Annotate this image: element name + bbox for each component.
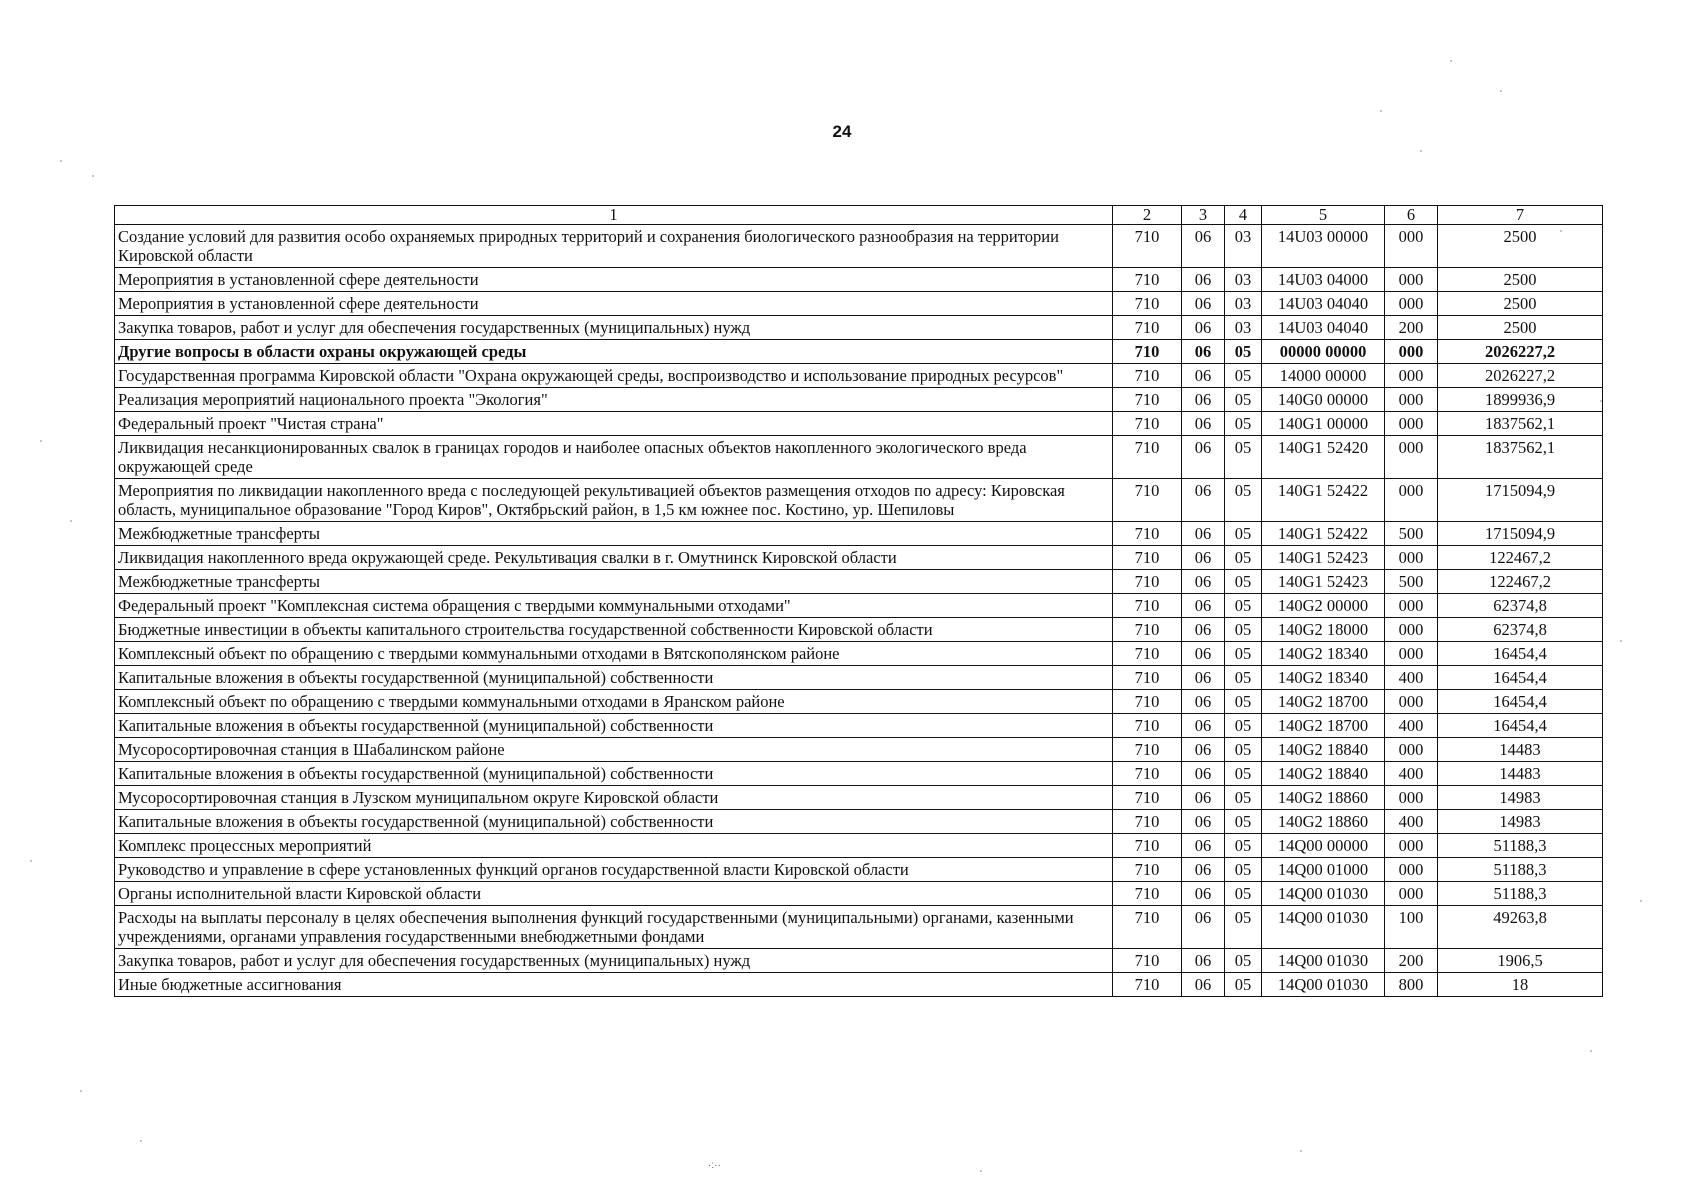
section-code: 710	[1113, 882, 1182, 906]
target-article: 14Q00 01030	[1262, 882, 1385, 906]
section-code: 710	[1113, 834, 1182, 858]
target-article: 14Q00 01030	[1262, 949, 1385, 973]
scan-speck	[1600, 400, 1602, 402]
table-row	[115, 292, 1603, 316]
row-name: Руководство и управление в сфере установленных функций органов государственной власти Кировской области	[115, 858, 1113, 882]
table-row	[115, 949, 1603, 973]
expense-type: 000	[1385, 340, 1438, 364]
target-article: 140G1 52420	[1262, 436, 1385, 479]
scan-speck	[1590, 1050, 1592, 1052]
target-article: 00000 00000	[1262, 340, 1385, 364]
target-article: 14U03 04000	[1262, 268, 1385, 292]
amount: 122467,2	[1438, 570, 1603, 594]
target-article: 140G1 52422	[1262, 479, 1385, 522]
section-code: 710	[1113, 690, 1182, 714]
chapter-code: 06	[1182, 316, 1225, 340]
scan-speck	[1450, 60, 1452, 62]
subsection-code: 05	[1225, 522, 1262, 546]
target-article: 140G2 00000	[1262, 594, 1385, 618]
section-code: 710	[1113, 973, 1182, 997]
table-row	[115, 364, 1603, 388]
amount: 16454,4	[1438, 690, 1603, 714]
target-article: 140G2 18860	[1262, 810, 1385, 834]
amount: 1906,5	[1438, 949, 1603, 973]
scan-speck	[92, 175, 94, 177]
expense-type: 000	[1385, 292, 1438, 316]
expense-type: 400	[1385, 666, 1438, 690]
row-name: Федеральный проект "Чистая страна"	[115, 412, 1113, 436]
row-name: Мероприятия в установленной сфере деятельности	[115, 292, 1113, 316]
row-name: Комплекс процессных мероприятий	[115, 834, 1113, 858]
scan-speck	[1420, 150, 1422, 152]
row-name: Органы исполнительной власти Кировской области	[115, 882, 1113, 906]
table-row	[115, 340, 1603, 364]
chapter-code: 06	[1182, 546, 1225, 570]
table-row	[115, 546, 1603, 570]
table-row	[115, 412, 1603, 436]
table-row	[115, 786, 1603, 810]
subsection-code: 05	[1225, 858, 1262, 882]
expense-type: 000	[1385, 738, 1438, 762]
row-name: Капитальные вложения в объекты государственной (муниципальной) собственности	[115, 666, 1113, 690]
section-code: 710	[1113, 522, 1182, 546]
table-row	[115, 858, 1603, 882]
target-article: 140G2 18340	[1262, 666, 1385, 690]
chapter-code: 06	[1182, 340, 1225, 364]
section-code: 710	[1113, 546, 1182, 570]
chapter-code: 06	[1182, 618, 1225, 642]
expense-type: 400	[1385, 762, 1438, 786]
section-code: 710	[1113, 906, 1182, 949]
section-code: 710	[1113, 316, 1182, 340]
target-article: 140G2 18860	[1262, 786, 1385, 810]
column-header: 6	[1385, 206, 1438, 225]
chapter-code: 06	[1182, 834, 1225, 858]
subsection-code: 03	[1225, 292, 1262, 316]
section-code: 710	[1113, 786, 1182, 810]
amount: 1715094,9	[1438, 479, 1603, 522]
expense-type: 000	[1385, 412, 1438, 436]
subsection-code: 05	[1225, 690, 1262, 714]
target-article: 140G2 18840	[1262, 762, 1385, 786]
target-article: 140G1 00000	[1262, 412, 1385, 436]
expense-type: 500	[1385, 522, 1438, 546]
subsection-code: 05	[1225, 340, 1262, 364]
amount: 16454,4	[1438, 714, 1603, 738]
expense-type: 000	[1385, 594, 1438, 618]
expense-type: 000	[1385, 388, 1438, 412]
expense-type: 400	[1385, 810, 1438, 834]
section-code: 710	[1113, 388, 1182, 412]
page-number: 24	[832, 122, 852, 141]
expense-type: 000	[1385, 546, 1438, 570]
target-article: 140G2 18340	[1262, 642, 1385, 666]
scan-speck	[40, 440, 42, 442]
amount: 16454,4	[1438, 666, 1603, 690]
expense-type: 000	[1385, 268, 1438, 292]
table-row	[115, 618, 1603, 642]
subsection-code: 05	[1225, 786, 1262, 810]
subsection-code: 05	[1225, 388, 1262, 412]
subsection-code: 05	[1225, 834, 1262, 858]
target-article: 14U03 04040	[1262, 292, 1385, 316]
section-code: 710	[1113, 618, 1182, 642]
section-code: 710	[1113, 666, 1182, 690]
chapter-code: 06	[1182, 570, 1225, 594]
expense-type: 000	[1385, 882, 1438, 906]
subsection-code: 05	[1225, 714, 1262, 738]
subsection-code: 03	[1225, 268, 1262, 292]
scan-speck	[1560, 230, 1562, 232]
chapter-code: 06	[1182, 810, 1225, 834]
row-name: Закупка товаров, работ и услуг для обеспечения государственных (муниципальных) нужд	[115, 949, 1113, 973]
scan-speck	[140, 1140, 142, 1142]
column-header: 2	[1113, 206, 1182, 225]
scan-speck	[1380, 110, 1382, 112]
target-article: 140G2 18700	[1262, 690, 1385, 714]
amount: 2500	[1438, 268, 1603, 292]
table-row	[115, 906, 1603, 949]
target-article: 140G2 18840	[1262, 738, 1385, 762]
chapter-code: 06	[1182, 714, 1225, 738]
column-header: 7	[1438, 206, 1603, 225]
target-article: 14Q00 01000	[1262, 858, 1385, 882]
scan-speck	[1620, 640, 1622, 642]
expense-type: 000	[1385, 858, 1438, 882]
table-row	[115, 225, 1603, 268]
subsection-code: 05	[1225, 973, 1262, 997]
expense-type: 200	[1385, 316, 1438, 340]
subsection-code: 05	[1225, 479, 1262, 522]
expense-type: 000	[1385, 834, 1438, 858]
row-name: Мероприятия в установленной сфере деятельности	[115, 268, 1113, 292]
scan-speck	[60, 160, 62, 162]
amount: 1899936,9	[1438, 388, 1603, 412]
target-article: 140G2 18000	[1262, 618, 1385, 642]
target-article: 140G1 52422	[1262, 522, 1385, 546]
amount: 18	[1438, 973, 1603, 997]
subsection-code: 05	[1225, 412, 1262, 436]
row-name: Мусоросортировочная станция в Шабалинском районе	[115, 738, 1113, 762]
scan-speck	[70, 520, 72, 522]
row-name: Капитальные вложения в объекты государственной (муниципальной) собственности	[115, 762, 1113, 786]
expense-type: 000	[1385, 786, 1438, 810]
amount: 62374,8	[1438, 618, 1603, 642]
column-header: 1	[115, 206, 1113, 225]
subsection-code: 03	[1225, 316, 1262, 340]
scan-speck	[30, 860, 32, 862]
section-code: 710	[1113, 594, 1182, 618]
amount: 14483	[1438, 738, 1603, 762]
scan-speck	[1500, 90, 1502, 92]
target-article: 14Q00 01030	[1262, 973, 1385, 997]
table-row	[115, 479, 1603, 522]
table-row	[115, 316, 1603, 340]
section-code: 710	[1113, 412, 1182, 436]
row-name: Мусоросортировочная станция в Лузском муниципальном округе Кировской области	[115, 786, 1113, 810]
subsection-code: 05	[1225, 882, 1262, 906]
table-row	[115, 642, 1603, 666]
amount: 1837562,1	[1438, 436, 1603, 479]
amount: 16454,4	[1438, 642, 1603, 666]
subsection-code: 05	[1225, 546, 1262, 570]
chapter-code: 06	[1182, 364, 1225, 388]
table-row	[115, 762, 1603, 786]
table-row	[115, 388, 1603, 412]
amount: 1715094,9	[1438, 522, 1603, 546]
table-body	[115, 225, 1603, 997]
amount: 2500	[1438, 292, 1603, 316]
row-name: Мероприятия по ликвидации накопленного вреда с последующей рекультивацией объектов размещения отходов по адресу: Кировская область, муниципальное образование "Город Киров", Октябрьский район, в 1,5 км южнее пос. Костино, ур. Шепиловы	[115, 479, 1113, 522]
table-row	[115, 666, 1603, 690]
row-name: Межбюджетные трансферты	[115, 570, 1113, 594]
table-row	[115, 738, 1603, 762]
row-name: Ликвидация накопленного вреда окружающей среде. Рекультивация свалки в г. Омутнинск Кировской области	[115, 546, 1113, 570]
target-article: 140G1 52423	[1262, 546, 1385, 570]
chapter-code: 06	[1182, 436, 1225, 479]
section-code: 710	[1113, 642, 1182, 666]
row-name: Комплексный объект по обращению с твердыми коммунальными отходами в Вятскополянском районе	[115, 642, 1113, 666]
chapter-code: 06	[1182, 786, 1225, 810]
table-row	[115, 522, 1603, 546]
table-row	[115, 882, 1603, 906]
expense-type: 000	[1385, 479, 1438, 522]
target-article: 14U03 04040	[1262, 316, 1385, 340]
amount: 14983	[1438, 810, 1603, 834]
expense-type: 800	[1385, 973, 1438, 997]
target-article: 140G1 52423	[1262, 570, 1385, 594]
chapter-code: 06	[1182, 858, 1225, 882]
amount: 49263,8	[1438, 906, 1603, 949]
subsection-code: 05	[1225, 618, 1262, 642]
amount: 2500	[1438, 316, 1603, 340]
chapter-code: 06	[1182, 225, 1225, 268]
row-name: Федеральный проект "Комплексная система обращения с твердыми коммунальными отходами"	[115, 594, 1113, 618]
amount: 51188,3	[1438, 834, 1603, 858]
column-header: 4	[1225, 206, 1262, 225]
section-code: 710	[1113, 225, 1182, 268]
expense-type: 100	[1385, 906, 1438, 949]
column-header: 5	[1262, 206, 1385, 225]
table-row	[115, 594, 1603, 618]
chapter-code: 06	[1182, 594, 1225, 618]
subsection-code: 05	[1225, 810, 1262, 834]
chapter-code: 06	[1182, 666, 1225, 690]
subsection-code: 05	[1225, 949, 1262, 973]
chapter-code: 06	[1182, 973, 1225, 997]
section-code: 710	[1113, 810, 1182, 834]
row-name: Иные бюджетные ассигнования	[115, 973, 1113, 997]
subsection-code: 05	[1225, 594, 1262, 618]
chapter-code: 06	[1182, 882, 1225, 906]
chapter-code: 06	[1182, 292, 1225, 316]
expense-type: 000	[1385, 225, 1438, 268]
section-code: 710	[1113, 340, 1182, 364]
table-row	[115, 973, 1603, 997]
chapter-code: 06	[1182, 412, 1225, 436]
target-article: 14Q00 01030	[1262, 906, 1385, 949]
table-row	[115, 690, 1603, 714]
expense-type: 500	[1385, 570, 1438, 594]
scan-speck	[1640, 900, 1642, 902]
row-name: Закупка товаров, работ и услуг для обеспечения государственных (муниципальных) нужд	[115, 316, 1113, 340]
row-name: Ликвидация несанкционированных свалок в границах городов и наиболее опасных объектов накопленного экологического вреда окружающей среде	[115, 436, 1113, 479]
row-name: Создание условий для развития особо охраняемых природных территорий и сохранения биологического разнообразия на территории Кировской области	[115, 225, 1113, 268]
table-row	[115, 714, 1603, 738]
chapter-code: 06	[1182, 738, 1225, 762]
amount: 51188,3	[1438, 858, 1603, 882]
row-name: Другие вопросы в области охраны окружающей среды	[115, 340, 1113, 364]
chapter-code: 06	[1182, 762, 1225, 786]
section-code: 710	[1113, 714, 1182, 738]
expense-type: 000	[1385, 642, 1438, 666]
subsection-code: 05	[1225, 906, 1262, 949]
target-article: 140G2 18700	[1262, 714, 1385, 738]
row-name: Капитальные вложения в объекты государственной (муниципальной) собственности	[115, 714, 1113, 738]
expense-type: 200	[1385, 949, 1438, 973]
amount: 2500	[1438, 225, 1603, 268]
chapter-code: 06	[1182, 690, 1225, 714]
expense-type: 000	[1385, 436, 1438, 479]
chapter-code: 06	[1182, 949, 1225, 973]
amount: 1837562,1	[1438, 412, 1603, 436]
amount: 2026227,2	[1438, 364, 1603, 388]
section-code: 710	[1113, 436, 1182, 479]
expense-type: 000	[1385, 364, 1438, 388]
table-row	[115, 436, 1603, 479]
section-code: 710	[1113, 949, 1182, 973]
section-code: 710	[1113, 268, 1182, 292]
subsection-code: 05	[1225, 642, 1262, 666]
target-article: 14Q00 00000	[1262, 834, 1385, 858]
table-row	[115, 834, 1603, 858]
expense-type: 000	[1385, 618, 1438, 642]
row-name: Капитальные вложения в объекты государственной (муниципальной) собственности	[115, 810, 1113, 834]
section-code: 710	[1113, 762, 1182, 786]
header-row	[115, 206, 1603, 225]
amount: 2026227,2	[1438, 340, 1603, 364]
row-name: Расходы на выплаты персоналу в целях обеспечения выполнения функций государственными (муниципальными) органами, казенными учреждениями, органами управления государственными внебюджетными фондами	[115, 906, 1113, 949]
subsection-code: 03	[1225, 225, 1262, 268]
row-name: Межбюджетные трансферты	[115, 522, 1113, 546]
subsection-code: 05	[1225, 762, 1262, 786]
chapter-code: 06	[1182, 522, 1225, 546]
section-code: 710	[1113, 858, 1182, 882]
scan-speck	[1300, 1150, 1302, 1152]
subsection-code: 05	[1225, 364, 1262, 388]
table-row	[115, 810, 1603, 834]
section-code: 710	[1113, 570, 1182, 594]
chapter-code: 06	[1182, 642, 1225, 666]
amount: 51188,3	[1438, 882, 1603, 906]
table-row	[115, 570, 1603, 594]
target-article: 14U03 00000	[1262, 225, 1385, 268]
row-name: Реализация мероприятий национального проекта "Экология"	[115, 388, 1113, 412]
table-row	[115, 268, 1603, 292]
column-header: 3	[1182, 206, 1225, 225]
target-article: 140G0 00000	[1262, 388, 1385, 412]
amount: 62374,8	[1438, 594, 1603, 618]
section-code: 710	[1113, 364, 1182, 388]
section-code: 710	[1113, 292, 1182, 316]
chapter-code: 06	[1182, 268, 1225, 292]
amount: 122467,2	[1438, 546, 1603, 570]
amount: 14483	[1438, 762, 1603, 786]
section-code: 710	[1113, 738, 1182, 762]
subsection-code: 05	[1225, 570, 1262, 594]
scan-speck	[980, 1170, 982, 1172]
chapter-code: 06	[1182, 479, 1225, 522]
expense-type: 000	[1385, 690, 1438, 714]
scan-speck	[80, 1090, 82, 1092]
section-code: 710	[1113, 479, 1182, 522]
subsection-code: 05	[1225, 666, 1262, 690]
amount: 14983	[1438, 786, 1603, 810]
target-article: 14000 00000	[1262, 364, 1385, 388]
chapter-code: 06	[1182, 388, 1225, 412]
scan-mark: ·:··	[708, 1160, 721, 1171]
subsection-code: 05	[1225, 436, 1262, 479]
row-name: Бюджетные инвестиции в объекты капитального строительства государственной собственности Кировской области	[115, 618, 1113, 642]
row-name: Комплексный объект по обращению с твердыми коммунальными отходами в Яранском районе	[115, 690, 1113, 714]
expense-type: 400	[1385, 714, 1438, 738]
row-name: Государственная программа Кировской области "Охрана окружающей среды, воспроизводство и использование природных ресурсов"	[115, 364, 1113, 388]
subsection-code: 05	[1225, 738, 1262, 762]
chapter-code: 06	[1182, 906, 1225, 949]
budget-table	[114, 205, 1603, 997]
